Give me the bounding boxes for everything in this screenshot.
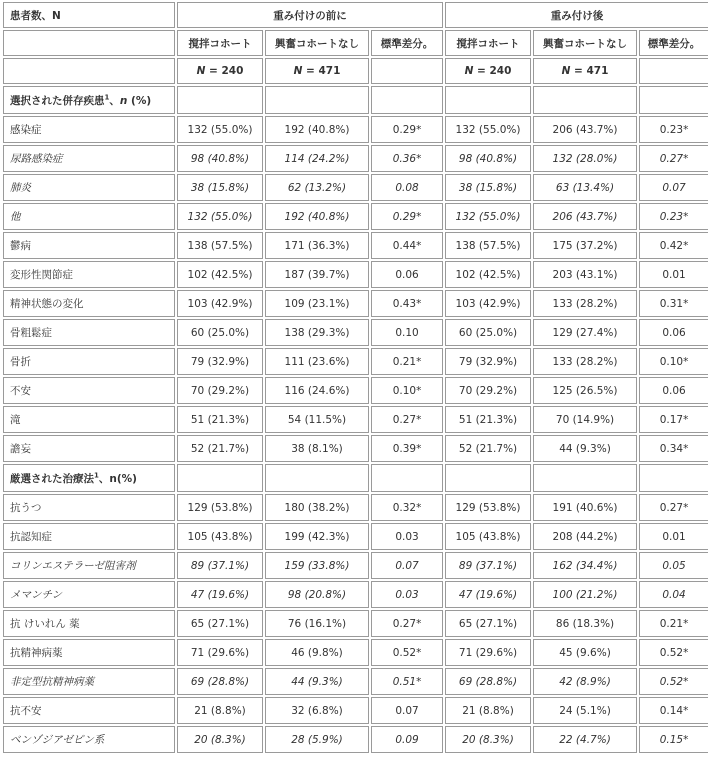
n-cell: N = 471 bbox=[265, 58, 369, 84]
std-diff-cell: 0.01 bbox=[639, 261, 708, 288]
count-cell: 192 (40.8%) bbox=[265, 116, 369, 143]
row-label: 抗精神病薬 bbox=[3, 639, 175, 666]
table-row bbox=[3, 552, 708, 579]
count-cell: 71 (29.6%) bbox=[177, 639, 263, 666]
row-label: 抗認知症 bbox=[3, 523, 175, 550]
count-cell: 79 (32.9%) bbox=[445, 348, 531, 375]
row-label: メマンチン bbox=[3, 581, 175, 608]
table-row bbox=[3, 377, 708, 404]
count-cell: 187 (39.7%) bbox=[265, 261, 369, 288]
count-cell: 89 (37.1%) bbox=[177, 552, 263, 579]
table-row bbox=[3, 116, 708, 143]
count-cell: 129 (53.8%) bbox=[445, 494, 531, 521]
subheader-cell: 撹拌コホート bbox=[177, 30, 263, 56]
count-cell: 45 (9.6%) bbox=[533, 639, 637, 666]
std-diff-cell: 0.42* bbox=[639, 232, 708, 259]
std-diff-cell: 0.44* bbox=[371, 232, 443, 259]
std-diff-cell: 0.21* bbox=[639, 610, 708, 637]
std-diff-cell: 0.34* bbox=[639, 435, 708, 462]
count-cell: 98 (40.8%) bbox=[445, 145, 531, 172]
std-diff-cell: 0.06 bbox=[371, 261, 443, 288]
count-cell: 138 (57.5%) bbox=[445, 232, 531, 259]
std-diff-cell: 0.06 bbox=[639, 377, 708, 404]
count-cell: 44 (9.3%) bbox=[265, 668, 369, 695]
std-diff-cell: 0.06 bbox=[639, 319, 708, 346]
std-diff-cell: 0.51* bbox=[371, 668, 443, 695]
table-row bbox=[3, 494, 708, 521]
table-row bbox=[3, 435, 708, 462]
row-label: 肺炎 bbox=[3, 174, 175, 201]
std-diff-cell: 0.07 bbox=[639, 174, 708, 201]
count-cell: 206 (43.7%) bbox=[533, 116, 637, 143]
count-cell: 206 (43.7%) bbox=[533, 203, 637, 230]
std-diff-cell: 0.27* bbox=[639, 494, 708, 521]
count-cell: 52 (21.7%) bbox=[177, 435, 263, 462]
count-cell: 62 (13.2%) bbox=[265, 174, 369, 201]
count-cell: 44 (9.3%) bbox=[533, 435, 637, 462]
subheader-cell: 撹拌コホート bbox=[445, 30, 531, 56]
row-label: コリンエステラーゼ阻害剤 bbox=[3, 552, 175, 579]
subheader-cell: 標準差分。 bbox=[639, 30, 708, 56]
empty-cell bbox=[3, 30, 175, 56]
std-diff-cell: 0.07 bbox=[371, 697, 443, 724]
row-label: 非定型抗精神病薬 bbox=[3, 668, 175, 695]
count-cell: 69 (28.8%) bbox=[177, 668, 263, 695]
count-cell: 132 (55.0%) bbox=[177, 203, 263, 230]
row-label: ベンゾジアゼピン系 bbox=[3, 726, 175, 753]
count-cell: 180 (38.2%) bbox=[265, 494, 369, 521]
count-cell: 192 (40.8%) bbox=[265, 203, 369, 230]
count-cell: 32 (6.8%) bbox=[265, 697, 369, 724]
n-cell: N = 240 bbox=[177, 58, 263, 84]
row-label: 譫妄 bbox=[3, 435, 175, 462]
std-diff-cell: 0.29* bbox=[371, 203, 443, 230]
subheader-cell: 興奮コホートなし bbox=[533, 30, 637, 56]
count-cell: 47 (19.6%) bbox=[177, 581, 263, 608]
n-row bbox=[3, 58, 708, 84]
count-cell: 111 (23.6%) bbox=[265, 348, 369, 375]
std-diff-cell: 0.39* bbox=[371, 435, 443, 462]
count-cell: 71 (29.6%) bbox=[445, 639, 531, 666]
count-cell: 133 (28.2%) bbox=[533, 290, 637, 317]
section-comorbidities bbox=[3, 86, 708, 114]
count-cell: 98 (40.8%) bbox=[177, 145, 263, 172]
row-label: 抗うつ bbox=[3, 494, 175, 521]
std-diff-cell: 0.23* bbox=[639, 203, 708, 230]
row-label: 尿路感染症 bbox=[3, 145, 175, 172]
table-row bbox=[3, 668, 708, 695]
count-cell: 89 (37.1%) bbox=[445, 552, 531, 579]
count-cell: 132 (55.0%) bbox=[445, 116, 531, 143]
count-cell: 76 (16.1%) bbox=[265, 610, 369, 637]
std-diff-cell: 0.27* bbox=[639, 145, 708, 172]
count-cell: 129 (27.4%) bbox=[533, 319, 637, 346]
table-row bbox=[3, 639, 708, 666]
std-diff-cell: 0.10* bbox=[639, 348, 708, 375]
count-cell: 199 (42.3%) bbox=[265, 523, 369, 550]
count-cell: 114 (24.2%) bbox=[265, 145, 369, 172]
table-row bbox=[3, 581, 708, 608]
count-cell: 42 (8.9%) bbox=[533, 668, 637, 695]
std-diff-cell: 0.27* bbox=[371, 610, 443, 637]
count-cell: 60 (25.0%) bbox=[445, 319, 531, 346]
std-diff-cell: 0.36* bbox=[371, 145, 443, 172]
count-cell: 20 (8.3%) bbox=[445, 726, 531, 753]
count-cell: 47 (19.6%) bbox=[445, 581, 531, 608]
count-cell: 38 (8.1%) bbox=[265, 435, 369, 462]
count-cell: 103 (42.9%) bbox=[445, 290, 531, 317]
count-cell: 105 (43.8%) bbox=[445, 523, 531, 550]
count-cell: 70 (14.9%) bbox=[533, 406, 637, 433]
count-cell: 133 (28.2%) bbox=[533, 348, 637, 375]
table-row bbox=[3, 319, 708, 346]
table-row bbox=[3, 203, 708, 230]
section-treatments bbox=[3, 464, 708, 492]
count-cell: 100 (21.2%) bbox=[533, 581, 637, 608]
table-row bbox=[3, 145, 708, 172]
count-cell: 109 (23.1%) bbox=[265, 290, 369, 317]
subheader-cell: 標準差分。 bbox=[371, 30, 443, 56]
count-cell: 203 (43.1%) bbox=[533, 261, 637, 288]
std-diff-cell: 0.23* bbox=[639, 116, 708, 143]
std-diff-cell: 0.17* bbox=[639, 406, 708, 433]
std-diff-cell: 0.03 bbox=[371, 581, 443, 608]
count-cell: 132 (28.0%) bbox=[533, 145, 637, 172]
count-cell: 86 (18.3%) bbox=[533, 610, 637, 637]
std-diff-cell: 0.10 bbox=[371, 319, 443, 346]
row-label: 鬱病 bbox=[3, 232, 175, 259]
table-row bbox=[3, 726, 708, 753]
row-label: 骨折 bbox=[3, 348, 175, 375]
section-title-treatments: 厳選された治療法$^1$、n(%) bbox=[3, 464, 175, 492]
std-diff-cell: 0.03 bbox=[371, 523, 443, 550]
count-cell: 138 (57.5%) bbox=[177, 232, 263, 259]
count-cell: 138 (29.3%) bbox=[265, 319, 369, 346]
count-cell: 70 (29.2%) bbox=[445, 377, 531, 404]
row-label: 抗不安 bbox=[3, 697, 175, 724]
count-cell: 51 (21.3%) bbox=[177, 406, 263, 433]
section-title-comorbidities: 選択された併存疾患$^1$、n (%) bbox=[3, 86, 175, 114]
table-row bbox=[3, 290, 708, 317]
table-row bbox=[3, 261, 708, 288]
count-cell: 51 (21.3%) bbox=[445, 406, 531, 433]
count-cell: 21 (8.8%) bbox=[445, 697, 531, 724]
std-diff-cell: 0.09 bbox=[371, 726, 443, 753]
empty-cell bbox=[371, 58, 443, 84]
count-cell: 63 (13.4%) bbox=[533, 174, 637, 201]
empty-cell bbox=[3, 58, 175, 84]
row-label: 抗 けいれん 薬 bbox=[3, 610, 175, 637]
std-diff-cell: 0.14* bbox=[639, 697, 708, 724]
table-row bbox=[3, 406, 708, 433]
count-cell: 38 (15.8%) bbox=[177, 174, 263, 201]
count-cell: 132 (55.0%) bbox=[177, 116, 263, 143]
table-row bbox=[3, 232, 708, 259]
row-label: 変形性関節症 bbox=[3, 261, 175, 288]
std-diff-cell: 0.15* bbox=[639, 726, 708, 753]
count-cell: 28 (5.9%) bbox=[265, 726, 369, 753]
std-diff-cell: 0.07 bbox=[371, 552, 443, 579]
header-before-weighting: 重み付けの前に bbox=[177, 2, 443, 28]
std-diff-cell: 0.52* bbox=[639, 668, 708, 695]
data-table bbox=[1, 0, 708, 755]
row-label: 他 bbox=[3, 203, 175, 230]
row-label: 骨粗鬆症 bbox=[3, 319, 175, 346]
table-row bbox=[3, 523, 708, 550]
row-label: 精神状態の変化 bbox=[3, 290, 175, 317]
row-label: 感染症 bbox=[3, 116, 175, 143]
count-cell: 38 (15.8%) bbox=[445, 174, 531, 201]
std-diff-cell: 0.01 bbox=[639, 523, 708, 550]
count-cell: 65 (27.1%) bbox=[177, 610, 263, 637]
std-diff-cell: 0.32* bbox=[371, 494, 443, 521]
count-cell: 98 (20.8%) bbox=[265, 581, 369, 608]
row-label: 滝 bbox=[3, 406, 175, 433]
count-cell: 60 (25.0%) bbox=[177, 319, 263, 346]
count-cell: 52 (21.7%) bbox=[445, 435, 531, 462]
count-cell: 65 (27.1%) bbox=[445, 610, 531, 637]
subheader-cell: 興奮コホートなし bbox=[265, 30, 369, 56]
count-cell: 24 (5.1%) bbox=[533, 697, 637, 724]
count-cell: 21 (8.8%) bbox=[177, 697, 263, 724]
table-row bbox=[3, 610, 708, 637]
std-diff-cell: 0.04 bbox=[639, 581, 708, 608]
count-cell: 20 (8.3%) bbox=[177, 726, 263, 753]
count-cell: 132 (55.0%) bbox=[445, 203, 531, 230]
n-cell: N = 471 bbox=[533, 58, 637, 84]
count-cell: 125 (26.5%) bbox=[533, 377, 637, 404]
count-cell: 46 (9.8%) bbox=[265, 639, 369, 666]
count-cell: 105 (43.8%) bbox=[177, 523, 263, 550]
count-cell: 79 (32.9%) bbox=[177, 348, 263, 375]
count-cell: 116 (24.6%) bbox=[265, 377, 369, 404]
n-cell: N = 240 bbox=[445, 58, 531, 84]
std-diff-cell: 0.21* bbox=[371, 348, 443, 375]
table-row bbox=[3, 697, 708, 724]
header-patients: 患者数、N bbox=[3, 2, 175, 28]
std-diff-cell: 0.10* bbox=[371, 377, 443, 404]
std-diff-cell: 0.27* bbox=[371, 406, 443, 433]
count-cell: 69 (28.8%) bbox=[445, 668, 531, 695]
row-label: 不安 bbox=[3, 377, 175, 404]
header-after-weighting: 重み付け後 bbox=[445, 2, 708, 28]
std-diff-cell: 0.29* bbox=[371, 116, 443, 143]
std-diff-cell: 0.08 bbox=[371, 174, 443, 201]
count-cell: 208 (44.2%) bbox=[533, 523, 637, 550]
subheader-row bbox=[3, 30, 708, 56]
count-cell: 54 (11.5%) bbox=[265, 406, 369, 433]
count-cell: 162 (34.4%) bbox=[533, 552, 637, 579]
count-cell: 159 (33.8%) bbox=[265, 552, 369, 579]
count-cell: 102 (42.5%) bbox=[445, 261, 531, 288]
table-row bbox=[3, 174, 708, 201]
count-cell: 191 (40.6%) bbox=[533, 494, 637, 521]
empty-cell bbox=[639, 58, 708, 84]
count-cell: 70 (29.2%) bbox=[177, 377, 263, 404]
std-diff-cell: 0.52* bbox=[639, 639, 708, 666]
count-cell: 103 (42.9%) bbox=[177, 290, 263, 317]
std-diff-cell: 0.52* bbox=[371, 639, 443, 666]
count-cell: 102 (42.5%) bbox=[177, 261, 263, 288]
std-diff-cell: 0.05 bbox=[639, 552, 708, 579]
count-cell: 171 (36.3%) bbox=[265, 232, 369, 259]
count-cell: 22 (4.7%) bbox=[533, 726, 637, 753]
count-cell: 175 (37.2%) bbox=[533, 232, 637, 259]
table-row bbox=[3, 348, 708, 375]
count-cell: 129 (53.8%) bbox=[177, 494, 263, 521]
std-diff-cell: 0.31* bbox=[639, 290, 708, 317]
std-diff-cell: 0.43* bbox=[371, 290, 443, 317]
